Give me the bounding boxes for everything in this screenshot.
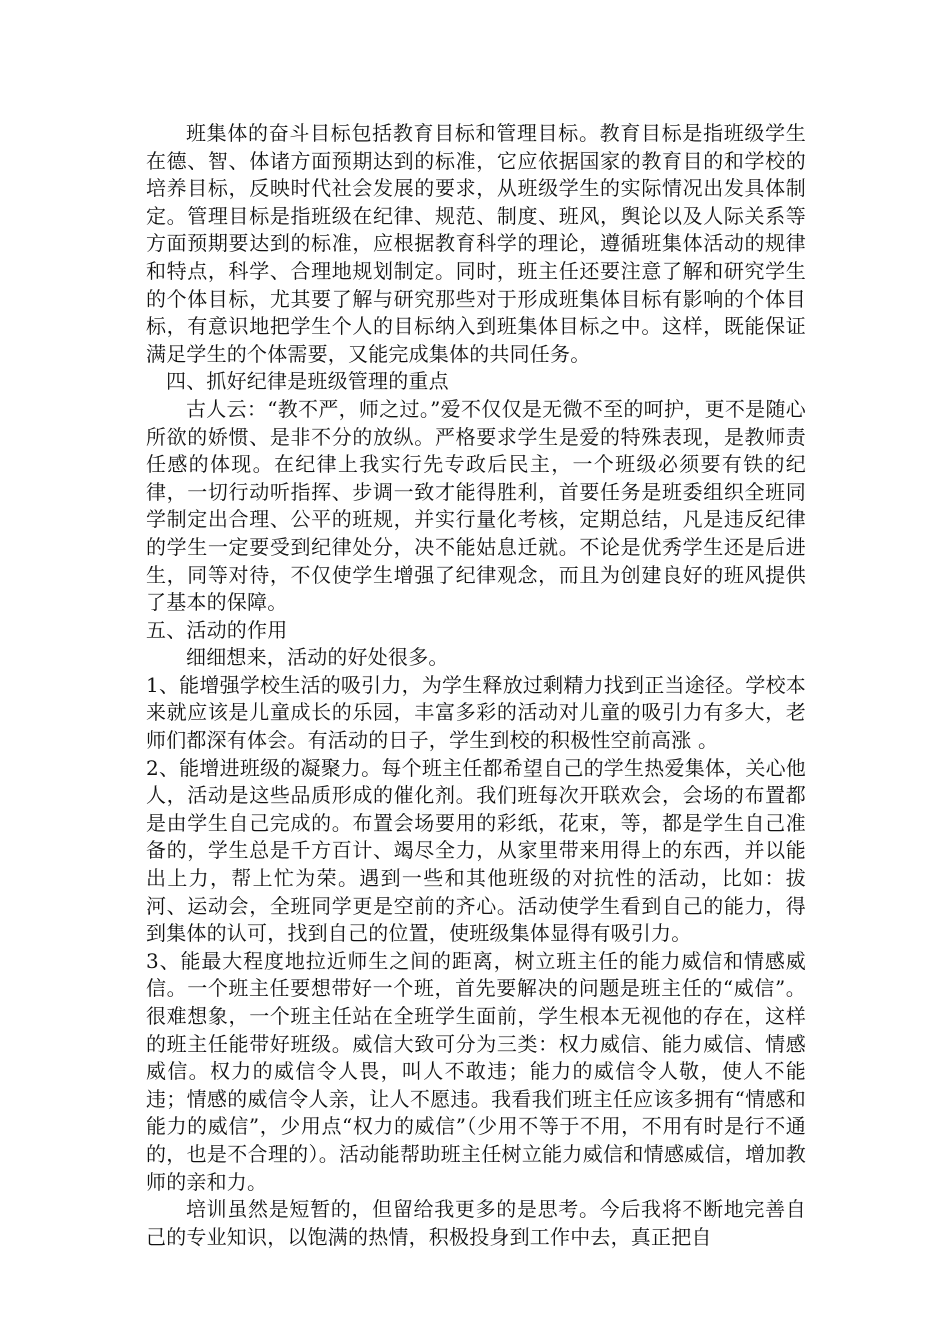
- paragraph-activities-intro: 细细想来，活动的好处很多。: [186, 645, 449, 670]
- document-body: [146, 120, 806, 1251]
- paragraph-activity-point-2: 2、能增进班级的凝聚力。每个班主任都希望自己的学生热爱集体，关心他人，活动是这些品质形成的催化剂。我们班每次开联欢会，会场的布置都是由学生自己完成的。布置会场要用的彩纸，花束，等，都是学生自己准备的，学生总是千方百计、竭尽全力，从家里带来用得上的东西，并以能出上力，帮上忙为荣。遇到一些和其他班级的对抗性的活动，比如：拔河、运动会，全班同学更是空前的齐心。活动使学生看到自己的能力，得到集体的认可，找到自己的位置，使班级集体显得有吸引力。: [146, 755, 806, 946]
- paragraph-discipline: 古人云：“教不严，师之过。”爱不仅仅是无微不至的呵护，更不是随心所欲的娇惯、是非不分的放纵。严格要求学生是爱的特殊表现，是教师责任感的体现。在纪律上我实行先专政后民主，一个班级必须要有铁的纪律，一切行动听指挥、步调一致才能得胜利，首要任务是班委组织全班同学制定出合理、公平的班规，并实行量化考核，定期总结，凡是违反纪律的学生一定要受到纪律处分，决不能姑息迁就。不论是优秀学生还是后进生，同等对待，不仅使学生增强了纪律观念，而且为创建良好的班风提供了基本的保障。: [146, 396, 806, 615]
- heading-discipline: 四、抓好纪律是班级管理的重点: [166, 369, 449, 394]
- paragraph-activity-point-1: 1、能增强学校生活的吸引力，为学生释放过剩精力找到正当途径。学校本来就应该是儿童成长的乐园，丰富多彩的活动对儿童的吸引力有多大，老师们都深有体会。有活动的日子，学生到校的积极性空前高涨 。: [146, 672, 806, 753]
- heading-activities: 五、活动的作用: [146, 617, 288, 642]
- paragraph-activity-point-3: 3、能最大程度地拉近师生之间的距离，树立班主任的能力威信和情感威信。一个班主任要想带好一个班，首先要解决的问题是班主任的“威信”。很难想象，一个班主任站在全班学生面前，学生根本无视他的存在，这样的班主任能带好班级。威信大致可分为三类：权力威信、能力威信、情感威信。权力的威信令人畏，叫人不敢违；能力的威信令人敬，使人不能违；情感的威信令人亲，让人不愿违。我看我们班主任应该多拥有“情感和能力的威信”，少用点“权力的威信”（少用不等于不用，不用有时是行不通的，也是不合理的）。活动能帮助班主任树立能力威信和情感威信，增加教师的亲和力。: [146, 948, 806, 1194]
- paragraph-class-goals: 班集体的奋斗目标包括教育目标和管理目标。教育目标是指班级学生在德、智、体诸方面预期达到的标准，它应依据国家的教育目的和学校的培养目标，反映时代社会发展的要求，从班级学生的实际情况出发具体制定。管理目标是指班级在纪律、规范、制度、班风，舆论以及人际关系等方面预期要达到的标准，应根据教育科学的理论，遵循班集体活动的规律和特点，科学、合理地规划制定。同时，班主任还要注意了解和研究学生的个体目标，尤其要了解与研究那些对于形成班集体目标有影响的个体目标，有意识地把学生个人的目标纳入到班集体目标之中。这样，既能保证满足学生的个体需要，又能完成集体的共同任务。: [146, 121, 806, 366]
- paragraph-conclusion: 培训虽然是短暂的，但留给我更多的是思考。今后我将不断地完善自己的专业知识，以饱满的热情，积极投身到工作中去，真正把自: [146, 1197, 806, 1249]
